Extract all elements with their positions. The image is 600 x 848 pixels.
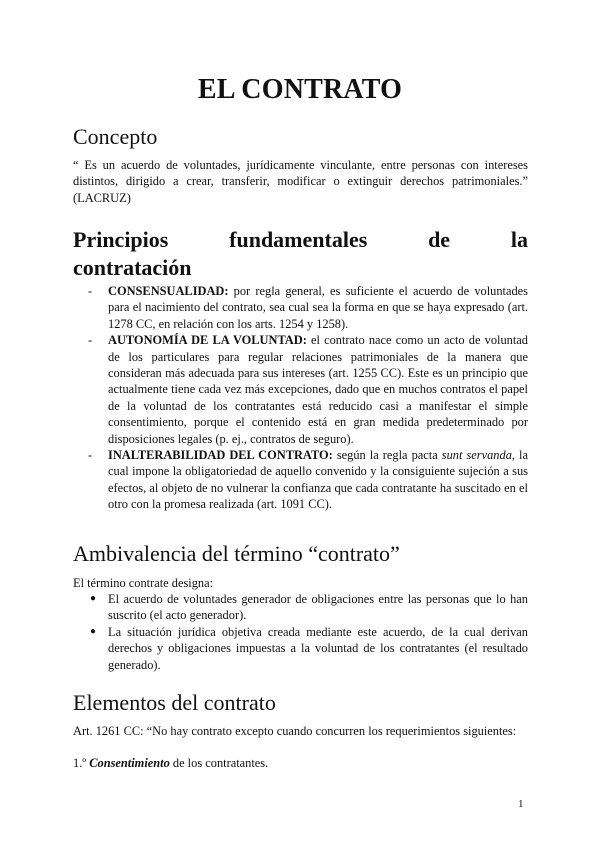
term-consentimiento: Consentimiento xyxy=(89,756,170,770)
text-autonomia: el contrato nace como un acto de voluntad de los particulares para regular relaciones patrimoniales de la manera que consideran más adecuada para sus intereses (art. 1255 CC). Este es un principio que actualmente tiene cada vez más excepciones, dado que en muchos contratos el papel de la voluntad de los contratantes está reducido casi a manifestar el simple consentimiento, porque el contenido está en gran medida predeterminado por disposiciones legales (p. ej., contratos de seguro). xyxy=(108,333,528,446)
list-item-acto-generador xyxy=(88,591,528,624)
ambivalencia-intro: El término contrate designa: xyxy=(73,576,214,590)
dash-marker: - xyxy=(88,333,93,348)
list-item-inalterabilidad xyxy=(88,447,528,513)
term-autonomia: AUTONOMÍA DE LA VOLUNTAD: xyxy=(108,333,307,348)
term-consensualidad: CONSENSUALIDAD: xyxy=(108,284,229,298)
list-item-autonomia xyxy=(88,332,528,447)
elementos-item-1 xyxy=(73,755,528,771)
ambivalencia-list xyxy=(88,591,528,673)
dash-marker: - xyxy=(88,284,93,298)
section-heading-concepto: Concepto xyxy=(73,124,158,149)
elementos-intro: Art. 1261 CC: “No hay contrato excepto cuando concurren los requerimientos siguientes: xyxy=(73,724,517,738)
term-inalterabilidad: INALTERABILIDAD DEL CONTRATO: xyxy=(108,448,333,463)
concepto-paragraph: “ Es un acuerdo de voluntades, jurídicamente vinculante, entre personas con intereses distintos, dirigido a crear, transferir, modificar o extinguir derechos patrimoniales.” (LACRUZ) xyxy=(73,158,528,205)
section-heading-ambivalencia: Ambivalencia del término “contrato” xyxy=(73,541,400,566)
section-heading-principios xyxy=(73,226,528,282)
document-title: EL CONTRATO xyxy=(197,74,403,105)
list-item-resultado-generado xyxy=(88,624,528,673)
page-number: 1 xyxy=(518,798,524,810)
dash-marker: - xyxy=(88,448,93,463)
text-inalterabilidad-a: según la regla pacta xyxy=(332,448,442,463)
text-resultado-generado: La situación jurídica objetiva creada mediante este acuerdo, de la cual derivan derechos y obligaciones impuestas a la voluntad de los contratantes (el resultado generado). xyxy=(108,624,528,672)
list-item-consensualidad xyxy=(88,283,528,332)
principios-heading-line2: contratación xyxy=(73,255,192,280)
bullet-marker: ● xyxy=(90,625,97,637)
principios-heading-line1: Principios fundamentales de la xyxy=(73,227,528,252)
bullet-marker: ● xyxy=(90,593,97,604)
text-inalterabilidad-b: , la cual impone la obligatoriedad de aquello convenido y la consiguiente sujeción a sus efectos, al objeto de no vulnerar la confianza que cada contratante ha suscitado en el otro con la promesa realizada (art. 1091 CC). xyxy=(108,448,528,512)
text-acto-generador: El acuerdo de voluntades generador de obligaciones entre las personas que lo han suscrito (el acto generador). xyxy=(108,592,528,623)
latin-phrase: sunt servanda xyxy=(441,448,512,463)
item-number: 1.º xyxy=(73,756,90,770)
text-consensualidad: por regla general, es suficiente el acuerdo de voluntades para el nacimiento del contrato, sea cual sea la forma en que se haya expresado (art. 1278 CC, en relación con los arts. 1254 y 1258). xyxy=(108,284,528,331)
principios-list xyxy=(88,283,528,513)
item-rest: de los contratantes. xyxy=(169,756,269,770)
section-heading-elementos: Elementos del contrato xyxy=(73,690,276,715)
